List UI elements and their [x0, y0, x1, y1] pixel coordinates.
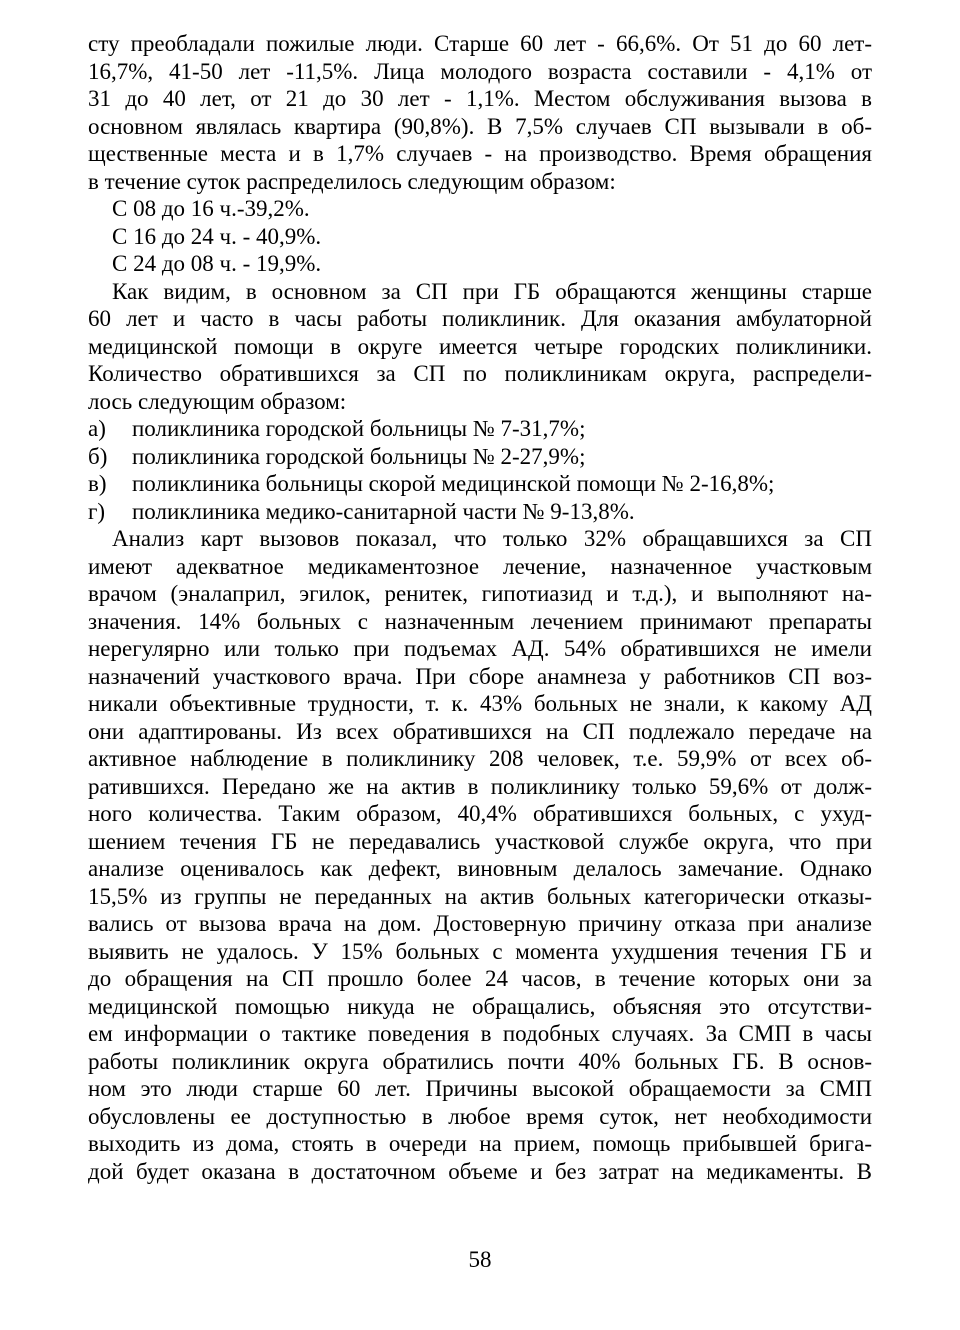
- list-item: С 24 до 08 ч. - 19,9%.: [112, 251, 322, 276]
- text-line: до обращения на СП прошло более 24 часов, в течение которых они за: [88, 966, 872, 991]
- text-line: лось следующим образом:: [88, 388, 347, 414]
- paragraph: [88, 525, 872, 1185]
- text-line: медицинской помощью никуда не обращались, объясняя это отсутстви-: [88, 993, 872, 1019]
- text-line: в течение суток распределилось следующим образом:: [88, 168, 616, 194]
- text-line: медицинской помощи в округе имеется четыре городских поликлиники.: [88, 333, 872, 359]
- page-number: 58: [468, 1247, 492, 1272]
- paragraph-continuation: [88, 30, 872, 195]
- text-line: основном являлась квартира (90,8%). В 7,5% случаев СП вызывали в об-: [88, 113, 872, 139]
- text-line: врачом (эналаприл, эгилок, ренитек, гипотиазид и т.д.), и выполняют на-: [88, 581, 872, 606]
- text-line: имеют адекватное медикаментозное лечение, назначенное участковым: [88, 553, 872, 579]
- list-item-text: поликлиника городской больницы № 7-31,7%;: [132, 416, 586, 441]
- text-line: обусловлены ее доступностью в любое время суток, нет необходимости: [88, 1103, 872, 1129]
- text-line: никали объективные трудности, т. к. 43% больных не знали, к какому АД: [88, 691, 872, 716]
- clinic-list: [88, 415, 872, 525]
- list-item-text: поликлиника медико-санитарной части № 9-13,8%.: [132, 498, 635, 524]
- list-item: [88, 470, 872, 498]
- list-marker: г): [88, 498, 106, 524]
- list-item: С 16 до 24 ч. - 40,9%.: [112, 223, 322, 249]
- text-line: они адаптированы. Из всех обратившихся на СП подлежало передаче на: [88, 718, 872, 744]
- text-line: Количество обратившихся за СП по поликлиникам округа, распредели-: [88, 361, 872, 386]
- text-line: активное наблюдение в поликлинику 208 человек, т.е. 59,9% от всех об-: [88, 746, 872, 771]
- text-line: вались от вызова врача на дом. Достоверную причину отказа при анализе: [88, 911, 872, 936]
- text-line: ного количества. Таким образом, 40,4% обратившихся больных, с ухуд-: [88, 801, 872, 826]
- list-marker: в): [88, 471, 107, 496]
- text-line: значения. 14% больных с назначенным лечением принимают препараты: [88, 608, 872, 634]
- text-line: 16,7%, 41-50 лет -11,5%. Лица молодого возраста составили - 4,1% от: [88, 58, 872, 84]
- text-line: шением течения ГБ не передавались участковой службе округа, что при: [88, 828, 872, 854]
- text-line: 15,5% из группы не переданных на актив больных категорически отказы-: [88, 883, 872, 909]
- time-distribution-list: [88, 195, 872, 278]
- text-line: Анализ карт вызовов показал, что только 32% обращавшихся за СП: [112, 526, 872, 551]
- list-item-text: поликлиника больницы скорой медицинской помощи № 2-16,8%;: [132, 471, 775, 496]
- list-marker: б): [88, 443, 108, 469]
- text-line: нерегулярно или только при подъемах АД. 54% обратившихся не имели: [88, 636, 872, 661]
- list-item: [88, 415, 872, 443]
- text-line: Как видим, в основном за СП при ГБ обращаются женщины старше: [112, 278, 872, 304]
- list-item-text: поликлиника городской больницы № 2-27,9%;: [132, 443, 586, 469]
- text-line: дой будет оказана в достаточном объеме и без затрат на медикаменты. В: [88, 1158, 872, 1184]
- text-line: назначений участкового врача. При сборе анамнеза у работников СП воз-: [88, 663, 872, 689]
- paragraph: [88, 278, 872, 416]
- text-line: работы поликлиник округа обратились почти 40% больных ГБ. В основ-: [88, 1048, 872, 1074]
- text-line: щественные места и в 1,7% случаев - на производство. Время обращения: [88, 141, 872, 166]
- list-item: [88, 498, 872, 526]
- list-marker: а): [88, 416, 106, 441]
- list-item: [88, 443, 872, 471]
- text-line: ем информации о тактике поведения в подобных случаях. За СМП в часы: [88, 1021, 872, 1046]
- text-line: выявить не удалось. У 15% больных с момента ухудшения течения ГБ и: [88, 938, 872, 964]
- text-line: ном это люди старше 60 лет. Причины высокой обращаемости за СМП: [88, 1076, 872, 1101]
- text-line: выходить из дома, стоять в очереди на прием, помощь прибывшей брига-: [88, 1131, 872, 1156]
- text-line: сту преобладали пожилые люди. Старше 60 лет - 66,6%. От 51 до 60 лет-: [88, 31, 872, 56]
- text-line: анализе оценивалось как дефект, виновным делалось замечание. Однако: [88, 856, 872, 881]
- text-line: 60 лет и часто в часы работы поликлиник. Для оказания амбулаторной: [88, 306, 872, 331]
- text-line: ратившихся. Передано же на актив в поликлинику только 59,6% от долж-: [88, 773, 872, 799]
- text-line: 31 до 40 лет, от 21 до 30 лет - 1,1%. Местом обслуживания вызова в: [88, 86, 872, 111]
- body-text: [88, 30, 872, 1185]
- list-item: С 08 до 16 ч.-39,2%.: [112, 196, 310, 221]
